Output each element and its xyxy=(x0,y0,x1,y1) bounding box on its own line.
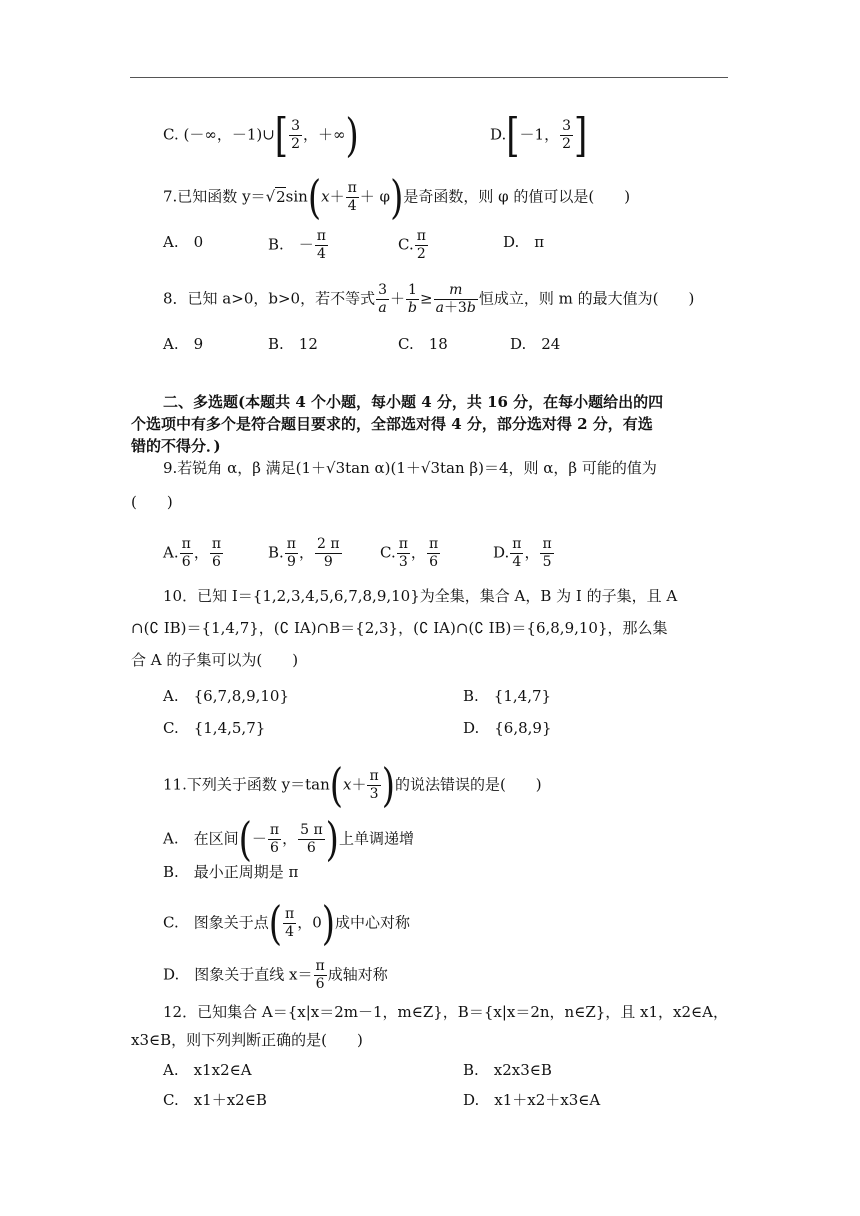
q6-option-d: D.[－1， $\frac{3}{2}$ ] xyxy=(490,108,588,163)
q10-stem-line3: 合 A 的子集可以为( ) xyxy=(131,651,299,669)
section-heading-line2: 个选项中有多个是符合题目要求的，全部选对得 4 分，部分选对得 2 分，有选 xyxy=(131,415,653,433)
q10-option-b: B. {1,4,7} xyxy=(463,687,552,705)
section-heading-line3: 错的不得分．) xyxy=(131,437,221,455)
q8-option-c: C. 18 xyxy=(398,335,448,353)
q12-stem-line1: 12．已知集合 A＝{x|x＝2m－1，m∈Z}，B＝{x|x＝2n，n∈Z}，且 x1，x2∈A， xyxy=(163,1003,728,1021)
right-paren: ) xyxy=(345,108,359,163)
q9-option-d: D. $\frac{\pi}{4}$ ， $\frac{\pi}{5}$ xyxy=(493,536,552,570)
q8-stem: 8．已知 a>0，b>0，若不等式 $\frac{3}{a}$ ＋ $\frac{1}{b}$ ≥ $\frac{m}{a+3b}$ 恒成立，则 m 的最大值为( ) xyxy=(163,282,695,316)
q10-option-d: D. {6,8,9} xyxy=(463,719,552,737)
q8-option-a: A. 9 xyxy=(163,335,204,353)
q11-option-b: B. 最小正周期是 π xyxy=(163,863,299,881)
q7-stem: 7.已知函数 y＝√2sin(x＋ $\frac{\pi}{4}$ ＋ φ)是奇函数，则 φ 的值可以是( ) xyxy=(163,170,631,225)
q11-stem: 11.下列关于函数 y＝tan(x＋ $\frac{\pi}{3}$ )的说法错误的是( ) xyxy=(163,758,542,813)
q7-option-b: B. － $\frac{\pi}{4}$ xyxy=(268,228,326,262)
section-heading-line1: 二、多选题(本题共 4 个小题，每小题 4 分，共 16 分，在每小题给出的四 xyxy=(163,393,664,411)
q9-stem-line1: 9.若锐角 α，β 满足(1＋√3tan α)(1＋√3tan β)＝4，则 α，β 可能的值为 xyxy=(163,459,657,477)
q10-option-c: C. {1,4,5,7} xyxy=(163,719,266,737)
q11-option-d: D. 图象关于直线 x＝ $\frac{\pi}{6}$ 成轴对称 xyxy=(163,958,388,992)
q11-option-c: C. 图象关于点( $\frac{\pi}{4}$ ，0)成中心对称 xyxy=(163,896,411,951)
q12-option-b: B. x2x3∈B xyxy=(463,1061,552,1079)
q7-option-d: D. π xyxy=(503,233,545,251)
q9-option-a: A. $\frac{\pi}{6}$ ， $\frac{\pi}{6}$ xyxy=(163,536,222,570)
q9-option-c: C. $\frac{\pi}{3}$ ， $\frac{\pi}{6}$ xyxy=(380,536,439,570)
q12-option-a: A. x1x2∈A xyxy=(163,1061,252,1079)
q12-option-d: D. x1＋x2＋x3∈A xyxy=(463,1091,601,1109)
q9-stem-line2: ( ) xyxy=(131,493,173,511)
q12-stem-line2: x3∈B，则下列判断正确的是( ) xyxy=(131,1031,363,1049)
q10-stem-line1: 10．已知 I＝{1,2,3,4,5,6,7,8,9,10}为全集，集合 A，B 为 I 的子集，且 A xyxy=(163,587,678,605)
q6-option-c: C. (－∞，－1)∪[ $\frac{3}{2}$ ，＋∞) xyxy=(163,108,359,163)
header-rule xyxy=(130,77,728,78)
q7-option-c: C. $\frac{\pi}{2}$ xyxy=(398,228,426,262)
q8-option-d: D. 24 xyxy=(510,335,561,353)
q10-stem-line2: ∩(∁ IB)＝{1,4,7}，(∁ IA)∩B＝{2,3}，(∁ IA)∩(∁ IB)＝{6,8,9,10}，那么集 xyxy=(131,619,668,637)
q12-option-c: C. x1＋x2∈B xyxy=(163,1091,267,1109)
q9-option-b: B. $\frac{\pi}{9}$ ， $\frac{2 \pi}{9}$ xyxy=(268,536,340,570)
q11-option-a: A. 在区间(－ $\frac{\pi}{6}$ ， $\frac{5 \pi}{6}$ )上单调递增 xyxy=(163,812,414,867)
q10-option-a: A. {6,7,8,9,10} xyxy=(163,687,290,705)
q7-option-a: A. 0 xyxy=(163,233,204,251)
q8-option-b: B. 12 xyxy=(268,335,318,353)
left-bracket: [ xyxy=(274,108,289,163)
fraction-3-2: $\frac{3}{2}$ xyxy=(291,118,300,152)
